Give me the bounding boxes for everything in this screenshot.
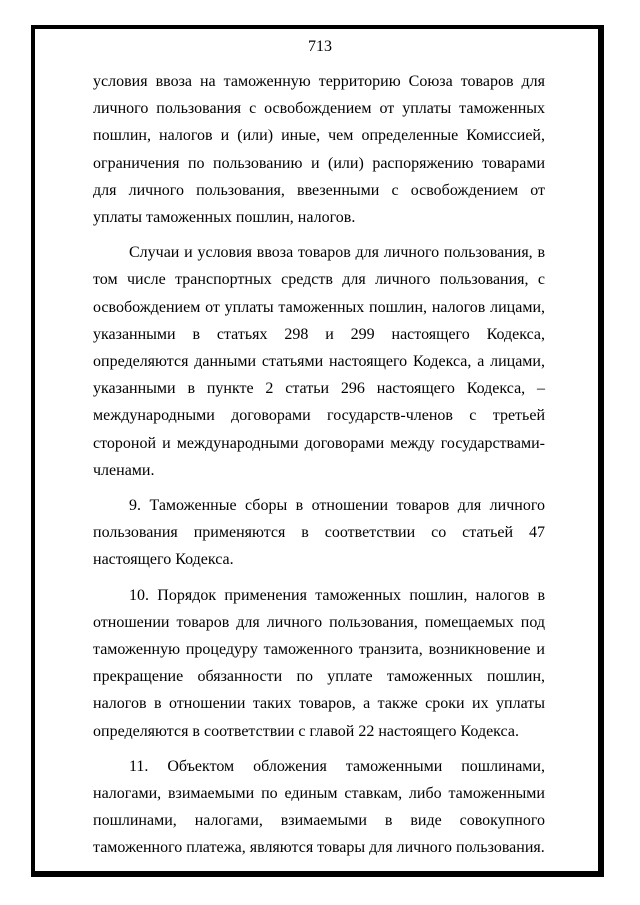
document-body [93,68,545,870]
paragraph-cases-and-conditions: Случаи и условия ввоза товаров для личного пользования, в том числе транспортных средств для личного пользования, с освобождением от уплаты таможенных пошлин, налогов лицами, указанными в статьях 298 и 299 настоящего Кодекса, определяются данными статьями настоящего Кодекса, а лицами, указанными в пункте 2 статьи 296 настоящего Кодекса, – международными договорами государств-членов с третьей стороной и международными договорами между государствами-членами. [93,244,545,479]
paragraph-item-9: 9. Таможенные сборы в отношении товаров для личного пользования применяются в соответствии со статьей 47 настоящего Кодекса. [93,497,545,569]
paragraph-item-11: 11. Объектом обложения таможенными пошлинами, налогами, взимаемыми по единым ставкам, либо таможенными пошлинами, налогами, взимаемыми в виде совокупного таможенного платежа, являются товары для личного пользования. [93,757,545,857]
paragraph-item-10: 10. Порядок применения таможенных пошлин, налогов в отношении товаров для личного пользования, помещаемых под таможенную процедуру таможенного транзита, возникновение и прекращение обязанности по уплате таможенных пошлин, налогов в отношении таких товаров, а также сроки их уплаты определяются в соответствии с главой 22 настоящего Кодекса. [93,586,545,740]
paragraph-continuation: условия ввоза на таможенную территорию Союза товаров для личного пользования с освобождением от уплаты таможенных пошлин, налогов и (или) иные, чем определенные Комиссией, ограничения по пользованию и (или) распоряжению товарами для личного пользования, ввезенными с освобождением от уплаты таможенных пошлин, налогов. [93,73,545,227]
page-number: 713 [308,38,332,55]
